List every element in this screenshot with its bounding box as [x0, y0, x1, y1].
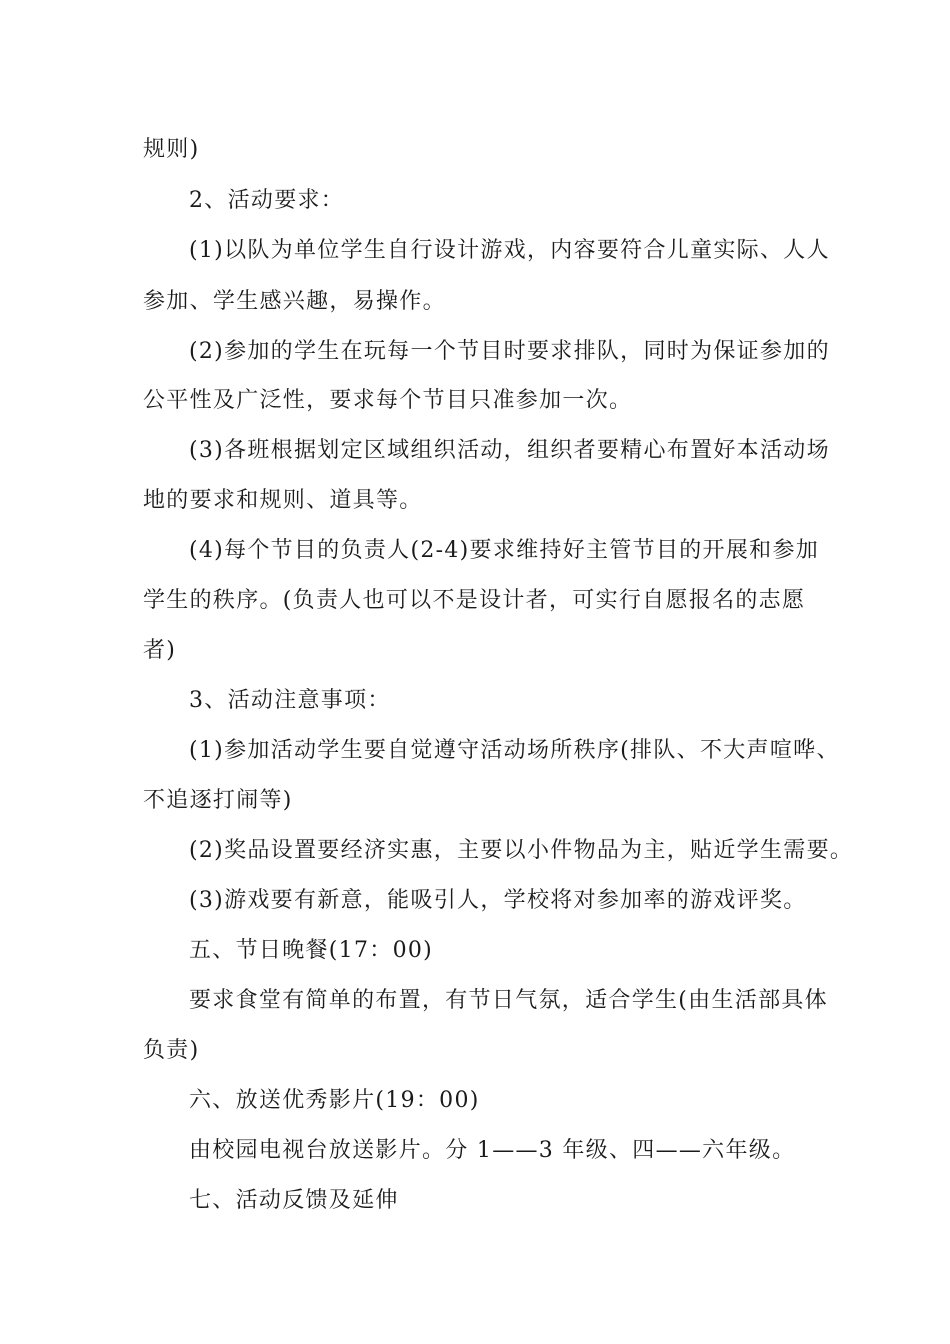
section-heading: 3、活动注意事项：: [189, 688, 391, 713]
text-line: 负责): [143, 1038, 200, 1063]
text-line: 参加、学生感兴趣，易操作。: [143, 289, 446, 314]
text-line: (3)各班根据划定区域组织活动，组织者要精心布置好本活动场: [189, 438, 830, 463]
text-line: 要求食堂有简单的布置，有节日气氛，适合学生(由生活部具体: [189, 988, 828, 1013]
text-line: 规则): [143, 137, 200, 162]
section-heading: 五、节日晚餐(17：00): [189, 938, 434, 963]
section-heading: 六、放送优秀影片(19：00): [189, 1088, 480, 1113]
text-line: 者): [143, 638, 177, 663]
text-line: (1)以队为单位学生自行设计游戏，内容要符合儿童实际、人人: [189, 238, 830, 263]
text-line: 不追逐打闹等): [143, 788, 293, 813]
text-line: 公平性及广泛性，要求每个节目只准参加一次。: [143, 388, 633, 413]
text-line: 由校园电视台放送影片。分 1——3 年级、四——六年级。: [189, 1138, 796, 1163]
text-line: (4)每个节目的负责人(2-4)要求维持好主管节目的开展和参加: [189, 538, 820, 563]
text-line: (2)参加的学生在玩每一个节目时要求排队，同时为保证参加的: [189, 339, 830, 364]
section-heading: 七、活动反馈及延伸: [189, 1188, 399, 1213]
section-heading: 2、活动要求：: [189, 188, 345, 213]
text-line: 地的要求和规则、道具等。: [143, 488, 423, 513]
text-line: (1)参加活动学生要自觉遵守活动场所秩序(排队、不大声喧哗、: [189, 738, 840, 763]
text-line: (3)游戏要有新意，能吸引人，学校将对参加率的游戏评奖。: [189, 888, 807, 913]
text-line: 学生的秩序。(负责人也可以不是设计者，可实行自愿报名的志愿: [143, 588, 806, 613]
text-line: (2)奖品设置要经济实惠，主要以小件物品为主，贴近学生需要。: [189, 838, 854, 863]
